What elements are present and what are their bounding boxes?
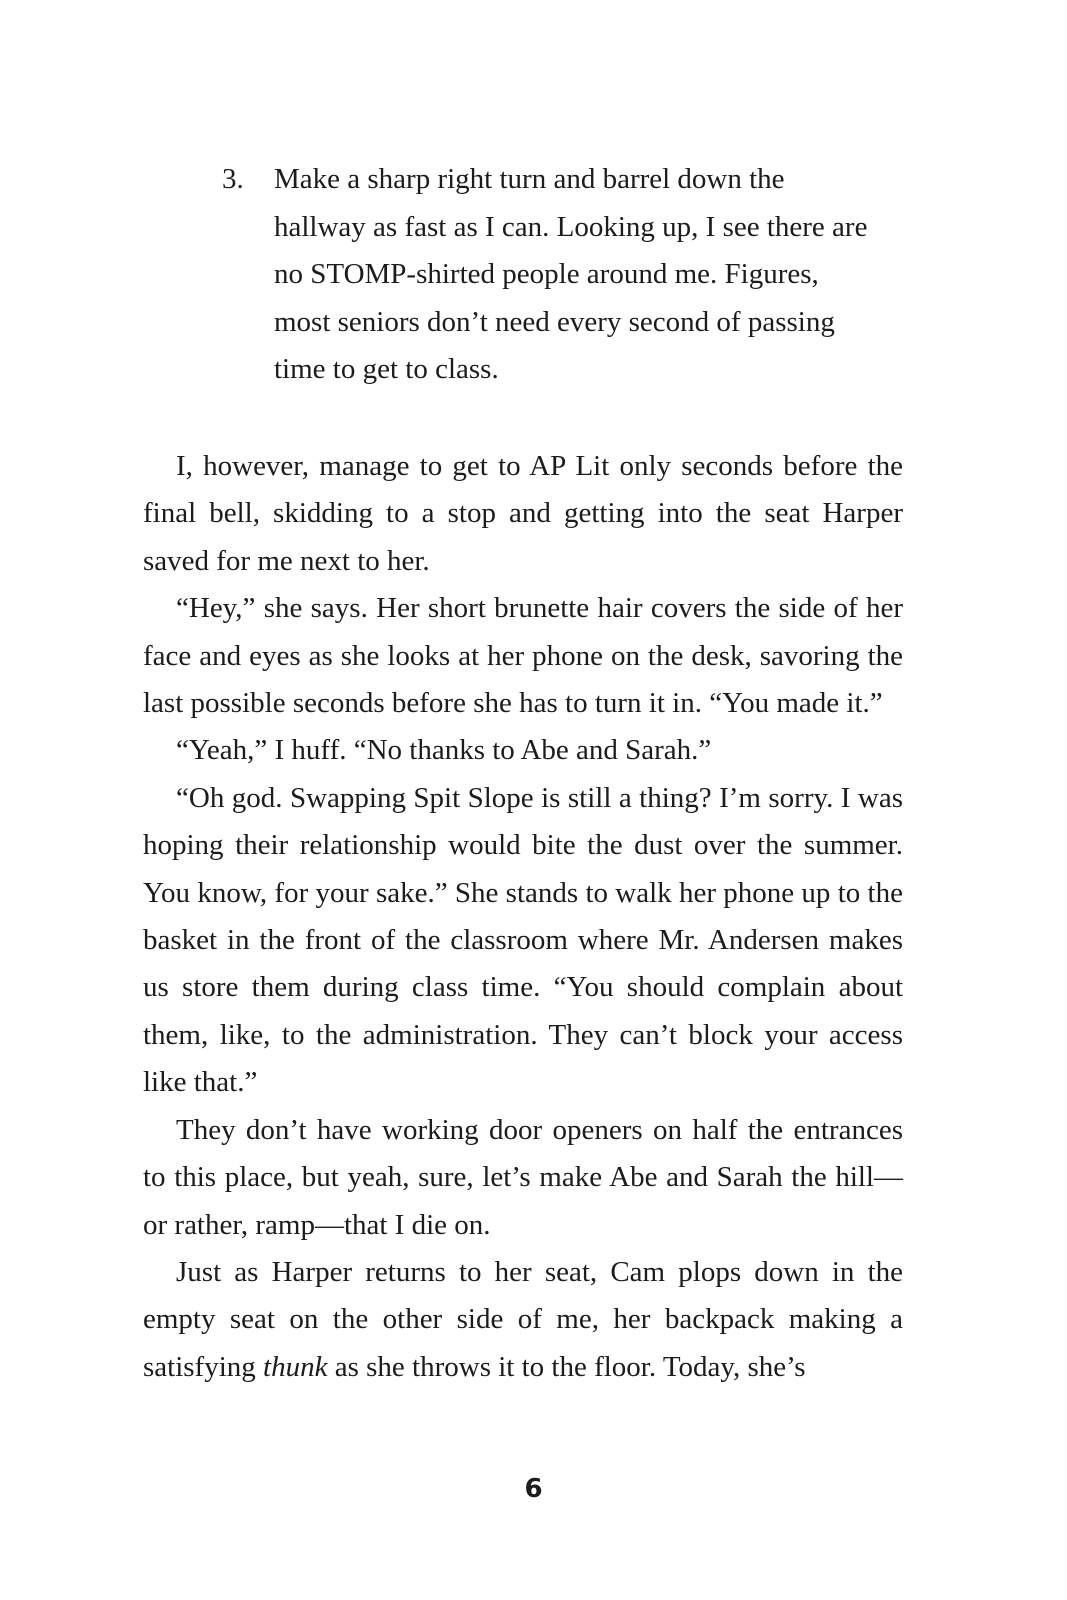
- paragraph: “Hey,” she says. Her short brunette hair covers the side of her face and eyes as she looks at her phone on the desk, savoring the last possible seconds before she has to turn it in. “You made it.”: [143, 592, 903, 720]
- list-number: 3.: [222, 163, 244, 195]
- paragraph: “Oh god. Swapping Spit Slope is still a thing? I’m sorry. I was hoping their relationship would bite the dust over the summer. You know, for your sake.” She stands to walk her phone up to the basket in the front of the classroom where Mr. Andersen makes us store them during class time. “You should complain about them, like, to the administration. They can’t block your access like that.”: [143, 781, 903, 1099]
- paragraph: “Yeah,” I huff. “No thanks to Abe and Sarah.”: [176, 734, 712, 767]
- body-text: [143, 443, 903, 1391]
- paragraph-text: Just as Harper returns to her seat, Cam plops down in the empty seat on the other side of me, her backpack making a satisfying: [143, 1255, 903, 1383]
- list-line: hallway as fast as I can. Looking up, I see there are: [274, 210, 868, 243]
- paragraph: I, however, manage to get to AP Lit only seconds before the final bell, skidding to a stop and getting into the seat Harper saved for me next to her.: [143, 450, 903, 577]
- paragraph-text: as she throws it to the floor. Today, she’s: [327, 1350, 806, 1383]
- paragraph-last: [143, 1249, 903, 1391]
- list-line: Make a sharp right turn and barrel down the: [274, 163, 785, 195]
- page-number: 6: [524, 1474, 543, 1504]
- paragraph: They don’t have working door openers on half the entrances to this place, but yeah, sure, let’s make Abe and Sarah the hill—or rather, ramp—that I die on.: [143, 1113, 903, 1241]
- list-line: time to get to class.: [274, 353, 499, 385]
- list-line: most seniors don’t need every second of passing: [274, 305, 835, 338]
- emphasis-text: thunk: [263, 1350, 328, 1383]
- list-item-text: [274, 156, 914, 394]
- list-line: no STOMP-shirted people around me. Figures,: [274, 258, 819, 290]
